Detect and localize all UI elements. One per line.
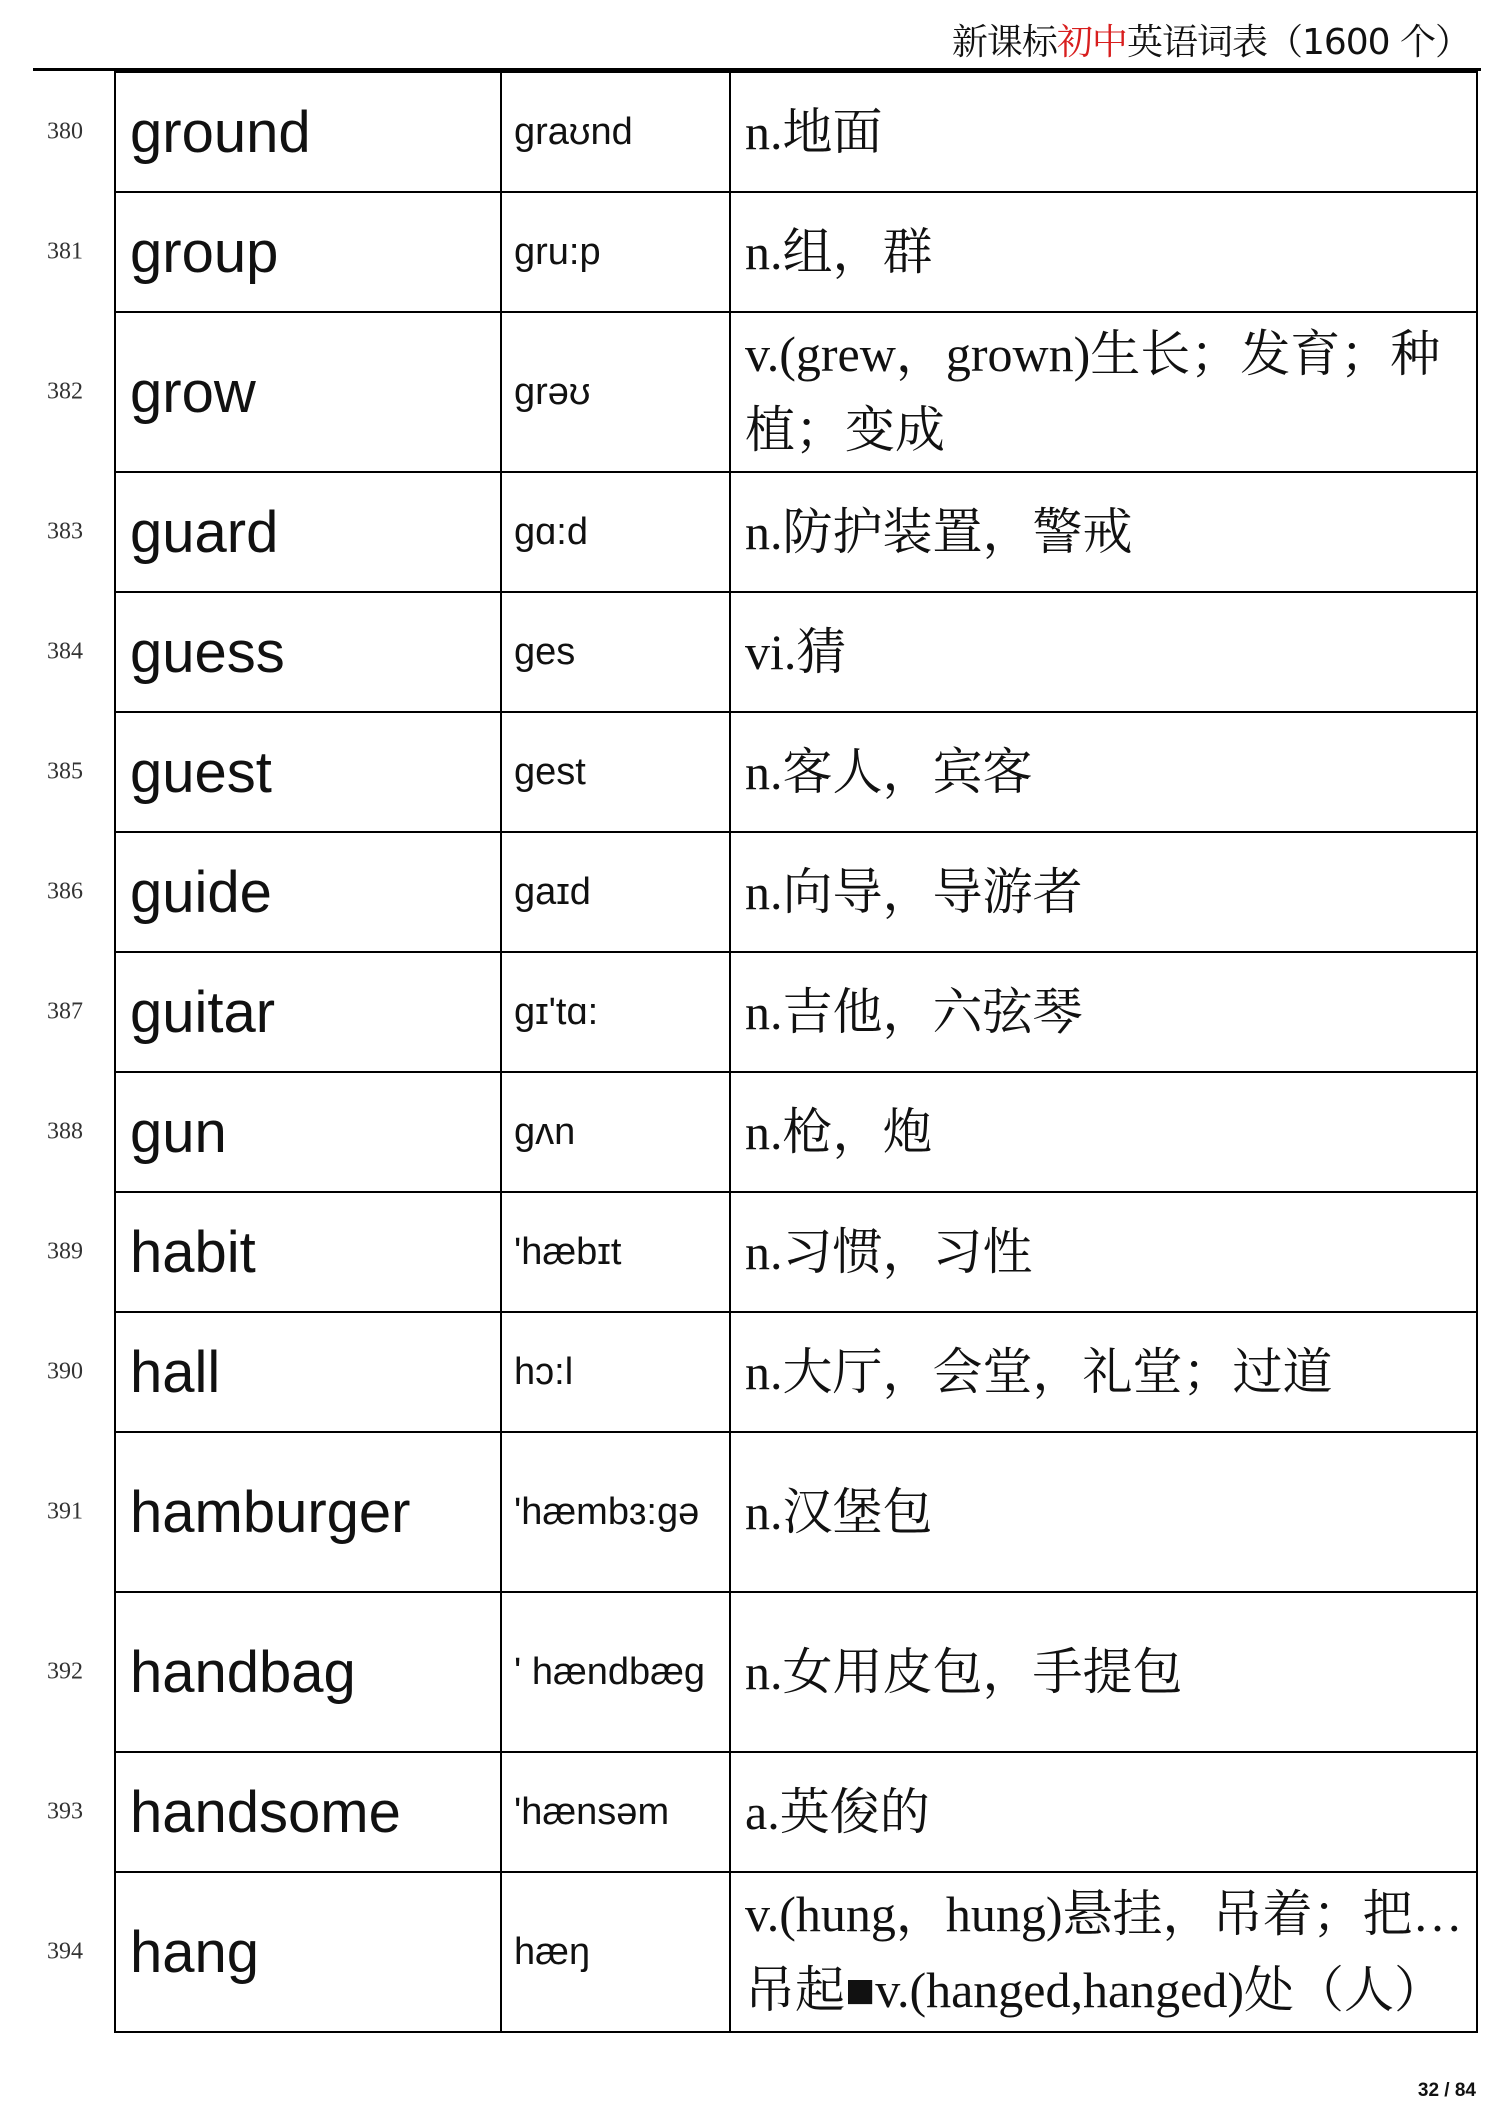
phonetic: hɔ:l	[514, 1351, 574, 1393]
meaning: n.汉堡包	[745, 1484, 933, 1540]
phonetic-cell	[501, 1752, 730, 1872]
title-highlight: 初中	[1056, 22, 1127, 63]
table-row	[115, 1192, 1477, 1312]
meaning-cell	[730, 1312, 1477, 1432]
meaning-cell	[730, 1872, 1477, 2032]
phonetic: gɑ:d	[514, 511, 588, 553]
word: guest	[130, 739, 272, 805]
meaning: vi.猜	[745, 624, 847, 680]
row-number: 383	[47, 518, 83, 545]
row-number: 392	[47, 1658, 83, 1685]
phonetic-cell	[501, 312, 730, 472]
meaning: n.地面	[745, 104, 883, 160]
meaning: n.习惯，习性	[745, 1224, 1033, 1280]
word: grow	[130, 359, 256, 425]
meaning: n.枪，炮	[745, 1104, 933, 1160]
phonetic-cell	[501, 832, 730, 952]
word-cell	[47, 1312, 501, 1432]
meaning-cell	[730, 312, 1477, 472]
word-cell	[47, 1872, 501, 2032]
meaning-cell	[730, 1072, 1477, 1192]
row-number: 394	[47, 1938, 83, 1965]
phonetic: ges	[514, 631, 576, 673]
phonetic: gɪ'tɑ:	[514, 991, 599, 1033]
table-row	[115, 1312, 1477, 1432]
vocabulary-table	[47, 71, 1478, 2033]
table-row	[115, 712, 1477, 832]
phonetic-cell	[501, 1872, 730, 2032]
phonetic-cell	[501, 592, 730, 712]
phonetic-cell	[501, 472, 730, 592]
table-row	[115, 1592, 1477, 1752]
word-cell	[47, 832, 501, 952]
meaning-cell	[730, 1192, 1477, 1312]
word-cell	[47, 712, 501, 832]
word: hang	[130, 1919, 260, 1985]
meaning: n.向导，导游者	[745, 864, 1083, 920]
meaning: a.英俊的	[745, 1784, 930, 1840]
meaning-cell	[730, 72, 1477, 192]
meaning: v.(hung，hung)悬挂，吊着；把…吊起■v.(hanged,hanged)处（人）	[745, 1886, 1463, 2018]
word-cell	[47, 1072, 501, 1192]
word-cell	[47, 312, 501, 472]
table-row	[115, 72, 1477, 192]
table-row	[115, 1752, 1477, 1872]
word: hall	[130, 1339, 221, 1405]
phonetic-cell	[501, 1072, 730, 1192]
meaning-cell	[730, 192, 1477, 312]
meaning: n.大厅，会堂，礼堂；过道	[745, 1344, 1333, 1400]
word: guitar	[130, 979, 276, 1045]
phonetic-cell	[501, 192, 730, 312]
row-number: 382	[47, 378, 83, 405]
phonetic-cell	[501, 1312, 730, 1432]
word: guide	[130, 859, 272, 925]
phonetic: graʊnd	[514, 111, 633, 153]
row-number: 386	[47, 878, 83, 905]
meaning: n.吉他，六弦琴	[745, 984, 1083, 1040]
meaning: v.(grew，grown)生长；发育；种植；变成	[745, 326, 1441, 458]
phonetic-cell	[501, 1432, 730, 1592]
row-number: 384	[47, 638, 83, 665]
word-cell	[47, 1592, 501, 1752]
meaning-cell	[730, 1592, 1477, 1752]
meaning: n.客人，宾客	[745, 744, 1033, 800]
word-cell	[47, 472, 501, 592]
table-row	[115, 1072, 1477, 1192]
meaning-cell	[730, 1432, 1477, 1592]
phonetic: 'hæbɪt	[514, 1231, 622, 1273]
table-row	[115, 1432, 1477, 1592]
row-number: 385	[47, 758, 83, 785]
table-row	[115, 592, 1477, 712]
meaning-cell	[730, 592, 1477, 712]
table-row	[115, 192, 1477, 312]
phonetic-cell	[501, 72, 730, 192]
table-row	[115, 952, 1477, 1072]
phonetic: gʌn	[514, 1111, 576, 1153]
row-number: 387	[47, 998, 83, 1025]
row-number: 390	[47, 1358, 83, 1385]
phonetic-cell	[501, 1192, 730, 1312]
page-header-title	[952, 14, 1470, 65]
row-number: 393	[47, 1798, 83, 1825]
table-row	[115, 472, 1477, 592]
phonetic: gest	[514, 751, 586, 793]
phonetic: 'hæmbɜ:gə	[514, 1491, 700, 1533]
row-number: 381	[47, 238, 83, 265]
word: guess	[130, 619, 285, 685]
phonetic-cell	[501, 952, 730, 1072]
phonetic-cell	[501, 712, 730, 832]
phonetic-cell	[501, 1592, 730, 1752]
word-cell	[47, 1192, 501, 1312]
word-cell	[47, 192, 501, 312]
word-cell	[47, 1752, 501, 1872]
title-part: 新课标	[951, 22, 1057, 63]
meaning-cell	[730, 832, 1477, 952]
word: group	[130, 219, 279, 285]
page-number: 32 / 84	[1417, 2080, 1476, 2101]
word: ground	[130, 99, 311, 165]
table-row	[115, 312, 1477, 472]
row-number: 391	[47, 1498, 83, 1525]
row-number: 388	[47, 1118, 83, 1145]
title-part: 英语词表（1600 个）	[1126, 22, 1470, 63]
row-number: 380	[47, 118, 83, 145]
word-cell	[47, 952, 501, 1072]
phonetic: ' hændbæg	[514, 1651, 706, 1693]
phonetic: hæŋ	[514, 1931, 591, 1973]
phonetic: gru:p	[514, 231, 601, 273]
meaning-cell	[730, 472, 1477, 592]
row-number: 389	[47, 1238, 83, 1265]
phonetic: gaɪd	[514, 871, 591, 913]
word-cell	[47, 592, 501, 712]
meaning-cell	[730, 952, 1477, 1072]
phonetic: 'hænsəm	[514, 1791, 670, 1833]
meaning: n.防护装置，警戒	[745, 504, 1133, 560]
table-row	[115, 1872, 1477, 2032]
word: gun	[130, 1099, 227, 1165]
meaning: n.女用皮包，手提包	[745, 1644, 1183, 1700]
meaning-cell	[730, 1752, 1477, 1872]
word: handbag	[130, 1639, 356, 1705]
meaning-cell	[730, 712, 1477, 832]
table-row	[115, 832, 1477, 952]
word: guard	[130, 499, 279, 565]
word: habit	[130, 1219, 256, 1285]
word: handsome	[130, 1779, 401, 1845]
word-cell	[47, 72, 501, 192]
word: hamburger	[130, 1479, 411, 1545]
word-cell	[47, 1432, 501, 1592]
phonetic: grəʊ	[514, 371, 591, 413]
meaning: n.组，群	[745, 224, 933, 280]
